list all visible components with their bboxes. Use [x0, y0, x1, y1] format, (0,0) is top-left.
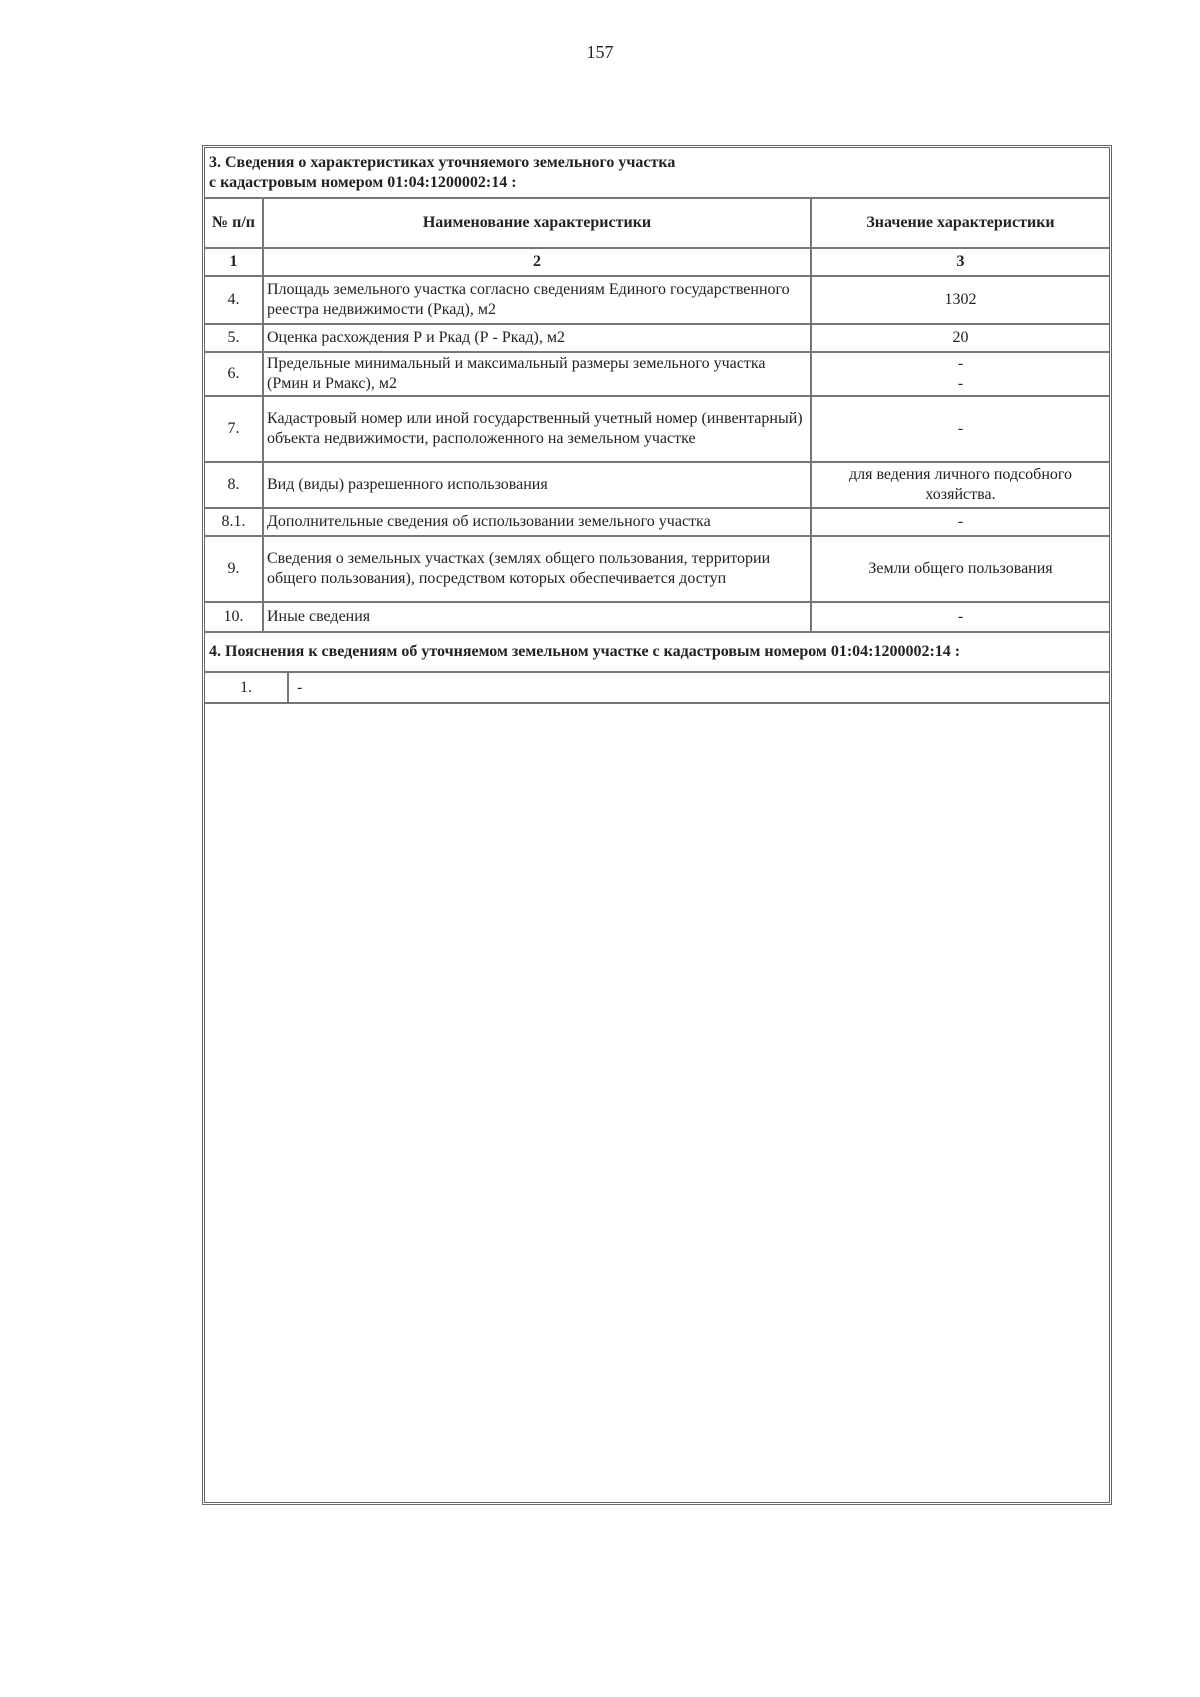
list-item: [205, 673, 1109, 703]
row-num: 6.: [205, 352, 263, 396]
column-number: 3: [811, 248, 1109, 276]
row-num: 8.: [205, 462, 263, 508]
row-name: Дополнительные сведения об использовании земельного участка: [263, 508, 811, 536]
row-name: Предельные минимальный и максимальный размеры земельного участка (Рмин и Рмакс), м2: [263, 352, 811, 396]
column-number: 2: [263, 248, 811, 276]
table-header: [205, 198, 1109, 248]
table-row: [205, 508, 1109, 536]
row-num: 5.: [205, 324, 263, 352]
header-name: Наименование характеристики: [263, 198, 811, 248]
row-value: -: [811, 396, 1109, 462]
table-row: [205, 396, 1109, 462]
row-value: -: [811, 602, 1109, 632]
section3-title: [205, 148, 1109, 198]
row-value: 1302: [811, 276, 1109, 324]
characteristics-table: [205, 148, 1109, 673]
column-numbers-row: [205, 248, 1109, 276]
explanation-text: -: [288, 673, 1109, 703]
table-row: [205, 352, 1109, 396]
row-value: для ведения личного подсобного хозяйства.: [811, 462, 1109, 508]
row-value: -: [811, 508, 1109, 536]
row-num: 4.: [205, 276, 263, 324]
row-num: 9.: [205, 536, 263, 602]
explanations-table: [205, 673, 1109, 704]
document-frame: [202, 145, 1112, 1505]
row-num: 8.1.: [205, 508, 263, 536]
row-num: 7.: [205, 396, 263, 462]
row-value-min: -: [957, 355, 964, 372]
table-row: [205, 324, 1109, 352]
page-number: 157: [586, 42, 614, 62]
row-name: Кадастровый номер или иной государственный учетный номер (инвентарный) объекта недвижимости, расположенного на земельном участке: [263, 396, 811, 462]
table-row: [205, 536, 1109, 602]
row-value: [811, 352, 1109, 396]
section3-title-line1: 3. Сведения о характеристиках уточняемого земельного участка: [209, 153, 676, 171]
row-num: 10.: [205, 602, 263, 632]
section3-title-line2: с кадастровым номером 01:04:1200002:14 :: [209, 173, 517, 191]
table-row: [205, 602, 1109, 632]
table-row: [205, 276, 1109, 324]
header-value: Значение характеристики: [811, 198, 1109, 248]
row-name: Вид (виды) разрешенного использования: [263, 462, 811, 508]
explanation-num: 1.: [205, 673, 288, 703]
row-value: Земли общего пользования: [811, 536, 1109, 602]
row-value: 20: [811, 324, 1109, 352]
row-name: Сведения о земельных участках (землях общего пользования, территории общего пользования), посредством которых обеспечивается доступ: [263, 536, 811, 602]
section4-title: 4. Пояснения к сведениям об уточняемом земельном участке с кадастровым номером 01:04:1200002:14 :: [205, 632, 1109, 672]
row-value-max: -: [957, 375, 964, 392]
header-num: № п/п: [205, 198, 263, 248]
column-number: 1: [205, 248, 263, 276]
row-name: Площадь земельного участка согласно сведениям Единого государственного реестра недвижимости (Ркад), м2: [263, 276, 811, 324]
table-row: [205, 462, 1109, 508]
row-name: Оценка расхождения Р и Ркад (Р - Ркад), м2: [263, 324, 811, 352]
row-name: Иные сведения: [263, 602, 811, 632]
